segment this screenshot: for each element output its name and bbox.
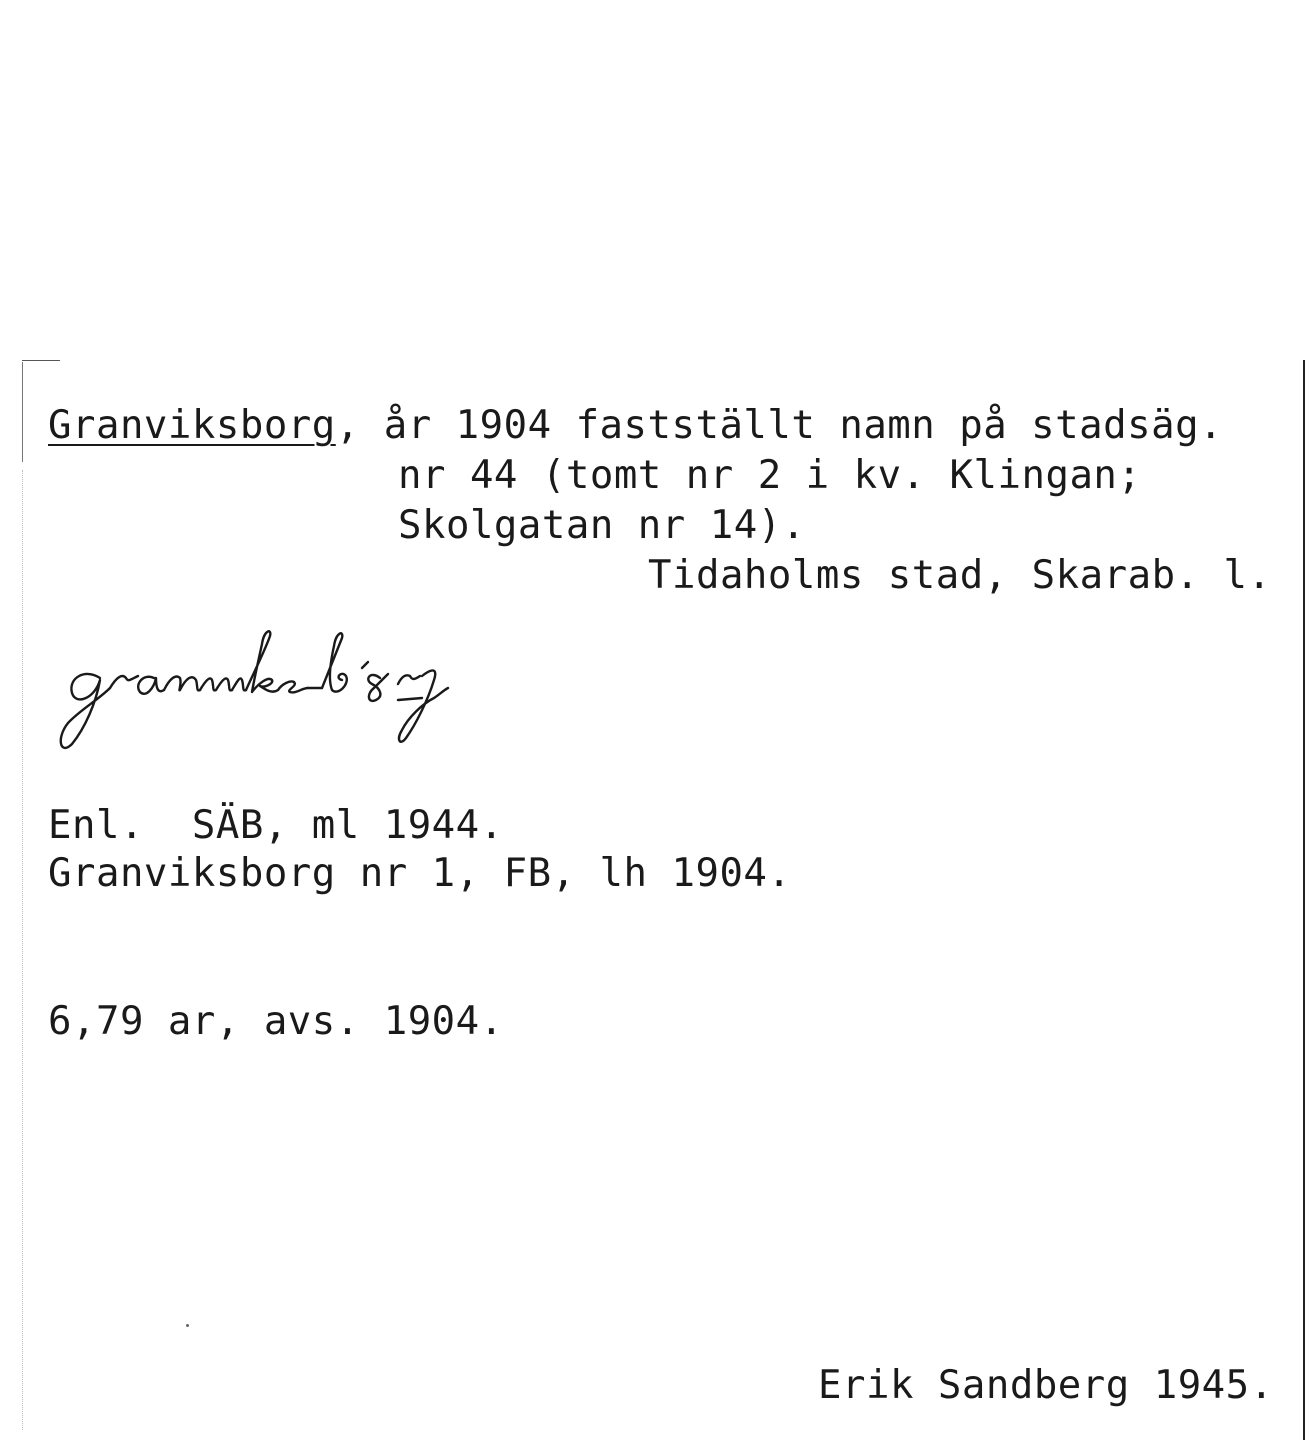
card-top-edge <box>22 360 60 361</box>
source-line-2: Granviksborg nr 1, FB, lh 1904. <box>48 851 792 896</box>
entry-line-2: nr 44 (tomt nr 2 i kv. Klingan; <box>398 453 1142 498</box>
paper-speck <box>186 1324 189 1327</box>
source-line-1: Enl. SÄB, ml 1944. <box>48 803 504 848</box>
entry-location: Tidaholms stad, Skarab. l. <box>648 553 1272 598</box>
headword: Granviksborg <box>48 403 336 448</box>
area-note: 6,79 ar, avs. 1904. <box>48 999 504 1044</box>
card-left-edge <box>22 362 23 462</box>
entry-line-3: Skolgatan nr 14). <box>398 503 806 548</box>
entry-line-1 <box>48 402 1223 450</box>
card-left-edge-faint <box>22 470 23 1430</box>
entry-line-1-rest: , år 1904 fastställt namn på stadsäg. <box>335 403 1224 448</box>
handwritten-pronunciation <box>50 618 650 758</box>
card-right-edge <box>1303 360 1305 1440</box>
signature: Erik Sandberg 1945. <box>818 1363 1274 1408</box>
